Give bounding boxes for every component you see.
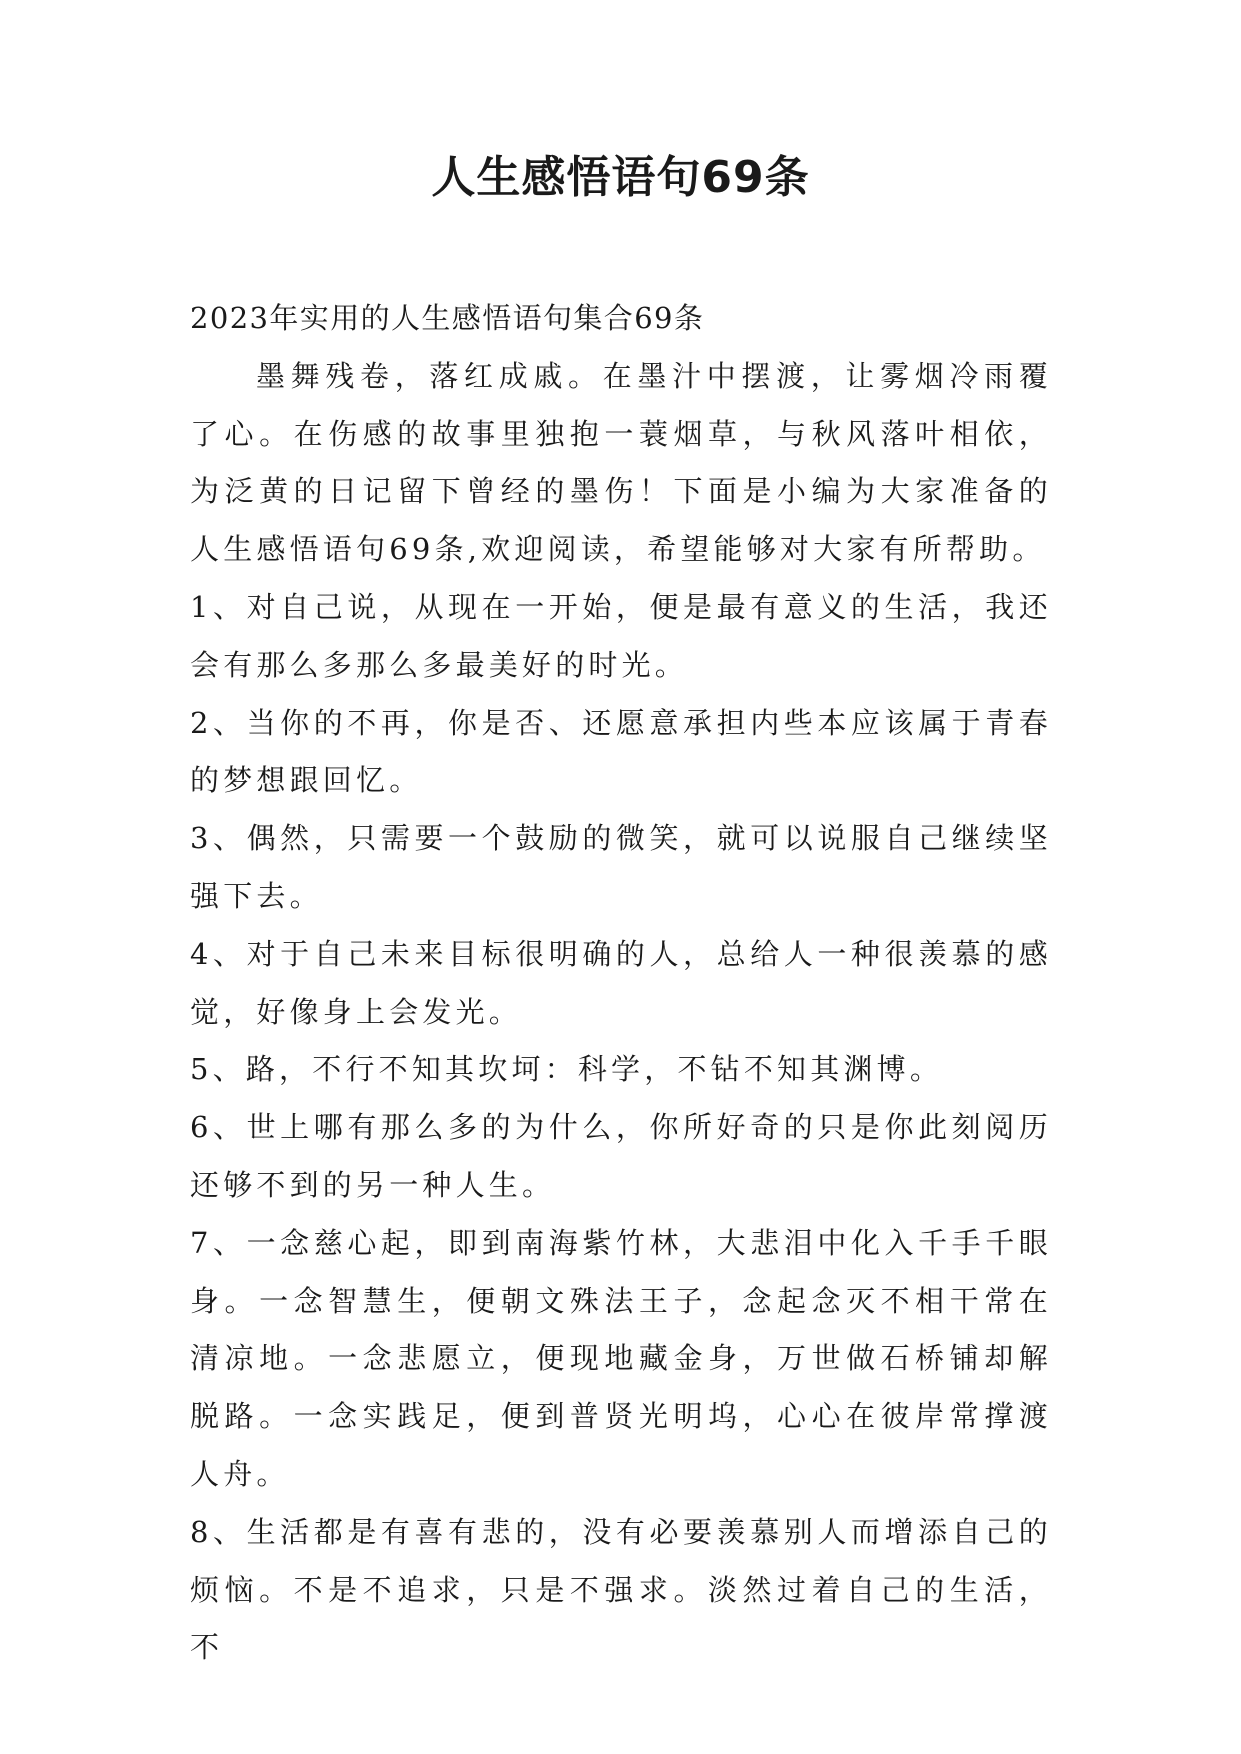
list-item: 8、生活都是有喜有悲的，没有必要羡慕别人而增添自己的烦恼。不是不追求，只是不强求。淡然过着自己的生活，不 [190,1514,1052,1665]
intro-paragraph: 墨舞残卷，落红成戚。在墨汁中摆渡，让雾烟冷雨覆了心。在伤感的故事里独抱一蓑烟草，与秋风落叶相依，为泛黄的日记留下曾经的墨伤！下面是小编为大家准备的人生感悟语句69条,欢迎阅读，希望能够对大家有所帮助。 [190,358,1052,567]
list-item: 3、偶然，只需要一个鼓励的微笑，就可以说服自己继续坚强下去。 [190,821,1052,913]
list-item: 2、当你的不再，你是否、还愿意承担内些本应该属于青春的梦想跟回忆。 [190,705,1052,798]
list-item: 4、对于自己未来目标很明确的人，总给人一种很羡慕的感觉，好像身上会发光。 [190,936,1052,1029]
document-body [190,290,1052,1677]
document-title: 人生感悟语句69条 [431,152,810,203]
list-item: 6、世上哪有那么多的为什么，你所好奇的只是你此刻阅历还够不到的另一种人生。 [190,1110,1052,1202]
list-item: 7、一念慈心起，即到南海紫竹林，大悲泪中化入千手千眼身。一念智慧生，便朝文殊法王子，念起念灭不相干常在清凉地。一念悲愿立，便现地藏金身，万世做石桥铺却解脱路。一念实践足，便到普贤光明坞，心心在彼岸常撑渡人舟。 [190,1225,1052,1491]
document-subtitle: 2023年实用的人生感悟语句集合69条 [190,301,705,335]
list-item: 5、路，不行不知其坎坷：科学，不钻不知其渊博。 [190,1052,944,1087]
list-item: 1、对自己说，从现在一开始，便是最有意义的生活，我还会有那么多那么多最美好的时光。 [190,589,1052,682]
